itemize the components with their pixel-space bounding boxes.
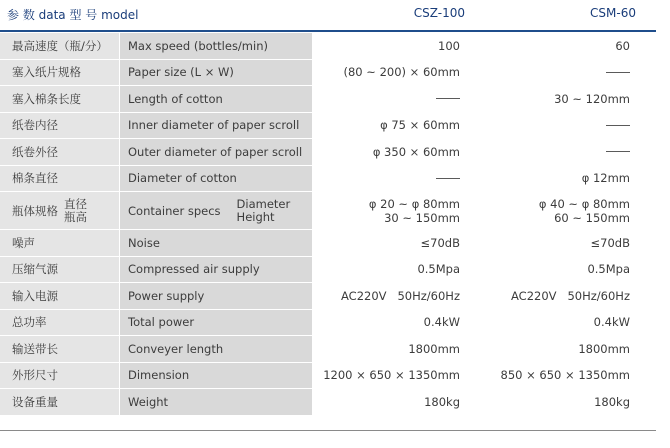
row-label-cn: 外形尺寸	[0, 363, 119, 389]
value-csm60: AC220V 50Hz/60Hz	[511, 288, 630, 303]
value-csm60: φ 12mm	[581, 171, 630, 186]
row-label-cn: 塞入纸片规格	[0, 60, 119, 86]
row-label-en: Noise	[120, 230, 312, 256]
header-divider	[0, 30, 656, 32]
row-label-en: Length of cotton	[120, 86, 312, 112]
table-row	[0, 389, 656, 416]
row-label-en: Container specs Diameter Height	[120, 192, 312, 229]
value-csm60: 850 × 650 × 1350mm	[500, 368, 630, 383]
value-csm60: 0.4kW	[593, 315, 630, 330]
header-model-csz100: CSZ-100	[413, 6, 465, 20]
value-csz100: 1200 × 650 × 1350mm	[323, 368, 460, 383]
not-applicable-dash	[606, 125, 630, 126]
row-label-cn: 纸卷内径	[0, 113, 119, 139]
table-row-container-specs	[0, 192, 656, 230]
row-label-cn: 输入电源	[0, 283, 119, 309]
table-row	[0, 310, 656, 337]
value-csz100: φ 75 × 60mm	[380, 118, 460, 133]
value-csm60: 60	[615, 38, 630, 53]
header-title: 参 数 data 型 号 model	[7, 8, 139, 22]
value-csz100: (80 ~ 200) × 60mm	[343, 65, 460, 80]
value-csm60: 1800mm	[578, 341, 630, 356]
table-bottom-divider	[0, 430, 656, 431]
value-csz100: 100	[438, 38, 460, 53]
value-csm60: 30 ~ 120mm	[554, 91, 630, 106]
row-label-cn: 瓶体规格 直径 瓶高	[0, 192, 119, 229]
table-row	[0, 113, 656, 140]
row-label-cn: 棉条直径	[0, 166, 119, 192]
value-csz100: 1800mm	[408, 341, 460, 356]
table-row	[0, 60, 656, 87]
value-csz100: AC220V 50Hz/60Hz	[341, 288, 460, 303]
row-label-en: Conveyer length	[120, 336, 312, 362]
container-sub-labels-cn: 直径 瓶高	[64, 196, 87, 224]
table-row	[0, 336, 656, 363]
table-row	[0, 283, 656, 310]
table-row	[0, 139, 656, 166]
not-applicable-dash	[606, 151, 630, 152]
row-label-en: Weight	[120, 389, 312, 415]
value-csz100: 0.5Mpa	[417, 262, 460, 277]
not-applicable-dash	[436, 178, 460, 179]
value-csz100: 180kg	[424, 394, 460, 409]
row-label-cn: 总功率	[0, 310, 119, 336]
table-row	[0, 257, 656, 284]
not-applicable-dash	[606, 72, 630, 73]
table-header	[0, 0, 670, 28]
value-csz100: 0.4kW	[423, 315, 460, 330]
row-label-en: Dimension	[120, 363, 312, 389]
table-row	[0, 86, 656, 113]
row-label-en: Diameter of cotton	[120, 166, 312, 192]
row-label-cn: 输送带长	[0, 336, 119, 362]
value-csz100: φ 20 ~ φ 80mm 30 ~ 150mm	[368, 196, 460, 225]
row-label-cn: 最高速度（瓶/分）	[0, 33, 119, 59]
table-row	[0, 230, 656, 257]
value-csm60: ≤70dB	[590, 235, 630, 250]
row-label-en: Paper size (L × W)	[120, 60, 312, 86]
row-label-cn: 塞入棉条长度	[0, 86, 119, 112]
value-csm60	[470, 60, 630, 86]
value-csm60: φ 40 ~ φ 80mm 60 ~ 150mm	[538, 196, 630, 225]
value-csm60: 0.5Mpa	[587, 262, 630, 277]
table-row	[0, 33, 656, 60]
spec-table	[0, 33, 656, 416]
row-label-en: Compressed air supply	[120, 257, 312, 283]
table-row	[0, 363, 656, 390]
row-label-cn: 设备重量	[0, 389, 119, 415]
value-csm60	[470, 139, 630, 165]
value-csz100	[312, 166, 460, 192]
header-model-csm60: CSM-60	[590, 6, 636, 20]
row-label-cn: 噪声	[0, 230, 119, 256]
value-csm60: 180kg	[594, 394, 630, 409]
row-label-cn: 压缩气源	[0, 257, 119, 283]
row-label-en: Max speed (bottles/min)	[120, 33, 312, 59]
container-sub-labels-en: Diameter Height	[236, 196, 291, 224]
row-label-en: Outer diameter of paper scroll	[120, 139, 312, 165]
row-label-en: Inner diameter of paper scroll	[120, 113, 312, 139]
value-csz100: ≤70dB	[420, 235, 460, 250]
table-row	[0, 166, 656, 193]
row-label-en: Power supply	[120, 283, 312, 309]
row-label-en: Total power	[120, 310, 312, 336]
value-csz100	[312, 86, 460, 112]
value-csz100: φ 350 × 60mm	[372, 144, 460, 159]
not-applicable-dash	[436, 98, 460, 99]
value-csm60	[470, 113, 630, 139]
row-label-cn: 纸卷外径	[0, 139, 119, 165]
